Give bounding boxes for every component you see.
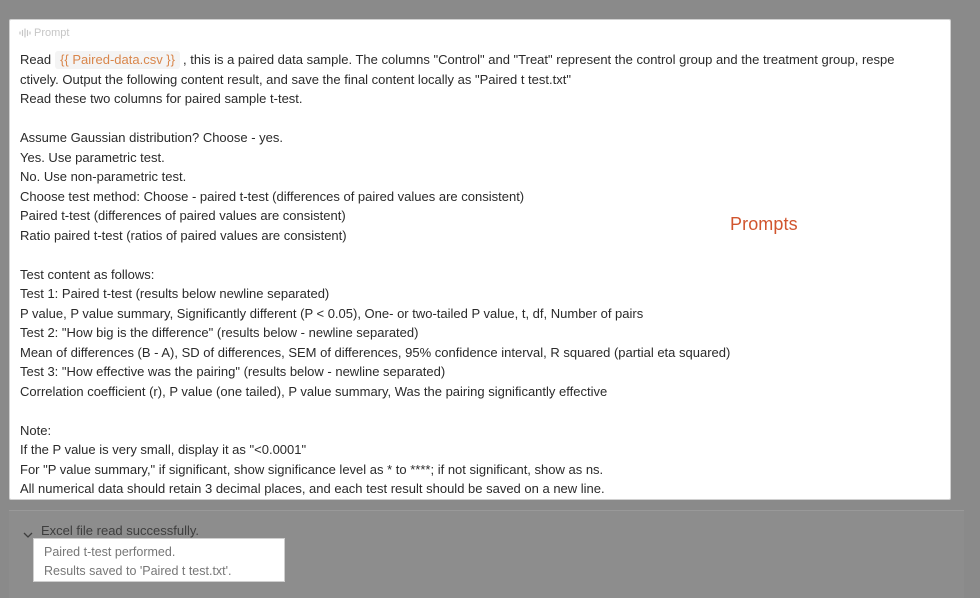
blank-line [20, 401, 951, 421]
prompt-line: Choose test method: Choose - paired t-test (differences of paired values are consistent) [20, 188, 525, 204]
prompt-line: For "P value summary," if significant, show significance level as * to ****; if not significant, show as ns. [20, 461, 604, 477]
prompt-line: Test content as follows: [20, 266, 155, 282]
prompt-line: Read these two columns for paired sample t-test. [20, 91, 303, 106]
waveform-icon [19, 28, 31, 38]
chevron-down-icon[interactable] [23, 527, 33, 534]
prompt-line: Test 3: "How effective was the pairing" (results below - newline separated) [20, 364, 446, 379]
prompt-text[interactable] [20, 50, 951, 499]
prompt-line-first [20, 50, 951, 70]
prompt-line: Correlation coefficient (r), P value (one tailed), P value summary, Was the pairing significantly effective [20, 383, 608, 399]
tooltip-line: Results saved to 'Paired t test.txt'. [44, 564, 232, 578]
prompts-overlay-label: Prompts [730, 214, 798, 234]
prompt-line-start: Read [20, 52, 52, 67]
prompt-line: If the P value is very small, display it as "<0.0001" [20, 442, 307, 457]
prompt-line: No. Use non-parametric test. [20, 169, 187, 184]
blank-line [20, 109, 951, 129]
prompt-line: Test 1: Paired t-test (results below newline separated) [20, 286, 330, 301]
blank-line [20, 245, 951, 265]
prompt-line: Ratio paired t-test (ratios of paired values are consistent) [20, 227, 347, 243]
result-tooltip [33, 538, 285, 582]
prompt-line: ctively. Output the following content result, and save the final content locally as "Paired t test.txt" [20, 71, 571, 87]
tooltip-line: Paired t-test performed. [44, 545, 176, 559]
panel-header [19, 26, 69, 40]
prompt-line: P value, P value summary, Significantly different (P < 0.05), One- or two-tailed P value, t, df, Number of pairs [20, 305, 644, 321]
prompt-line: Yes. Use parametric test. [20, 149, 165, 165]
log-status-text: Excel file read successfully. [41, 523, 199, 538]
prompt-line: Paired t-test (differences of paired values are consistent) [20, 208, 346, 223]
variable-tag[interactable]: {{ Paired-data.csv }} [55, 51, 180, 69]
log-status-row[interactable] [23, 523, 199, 538]
prompt-line: Note: [20, 422, 52, 438]
prompt-panel [9, 19, 951, 500]
panel-header-label: Prompt [34, 27, 70, 39]
prompt-line-continue: , this is a paired data sample. The columns "Control" and "Treat" represent the control group and the treatment group, respe [183, 52, 895, 67]
prompt-lines [20, 70, 951, 499]
prompt-line: Mean of differences (B - A), SD of differences, SEM of differences, 95% confidence interval, R squared (partial eta squared) [20, 344, 731, 360]
prompt-line: Test 2: "How big is the difference" (results below - newline separated) [20, 325, 419, 340]
prompt-line: Assume Gaussian distribution? Choose - yes. [20, 130, 284, 145]
prompt-line: All numerical data should retain 3 decimal places, and each test result should be saved on a new line. [20, 481, 605, 496]
